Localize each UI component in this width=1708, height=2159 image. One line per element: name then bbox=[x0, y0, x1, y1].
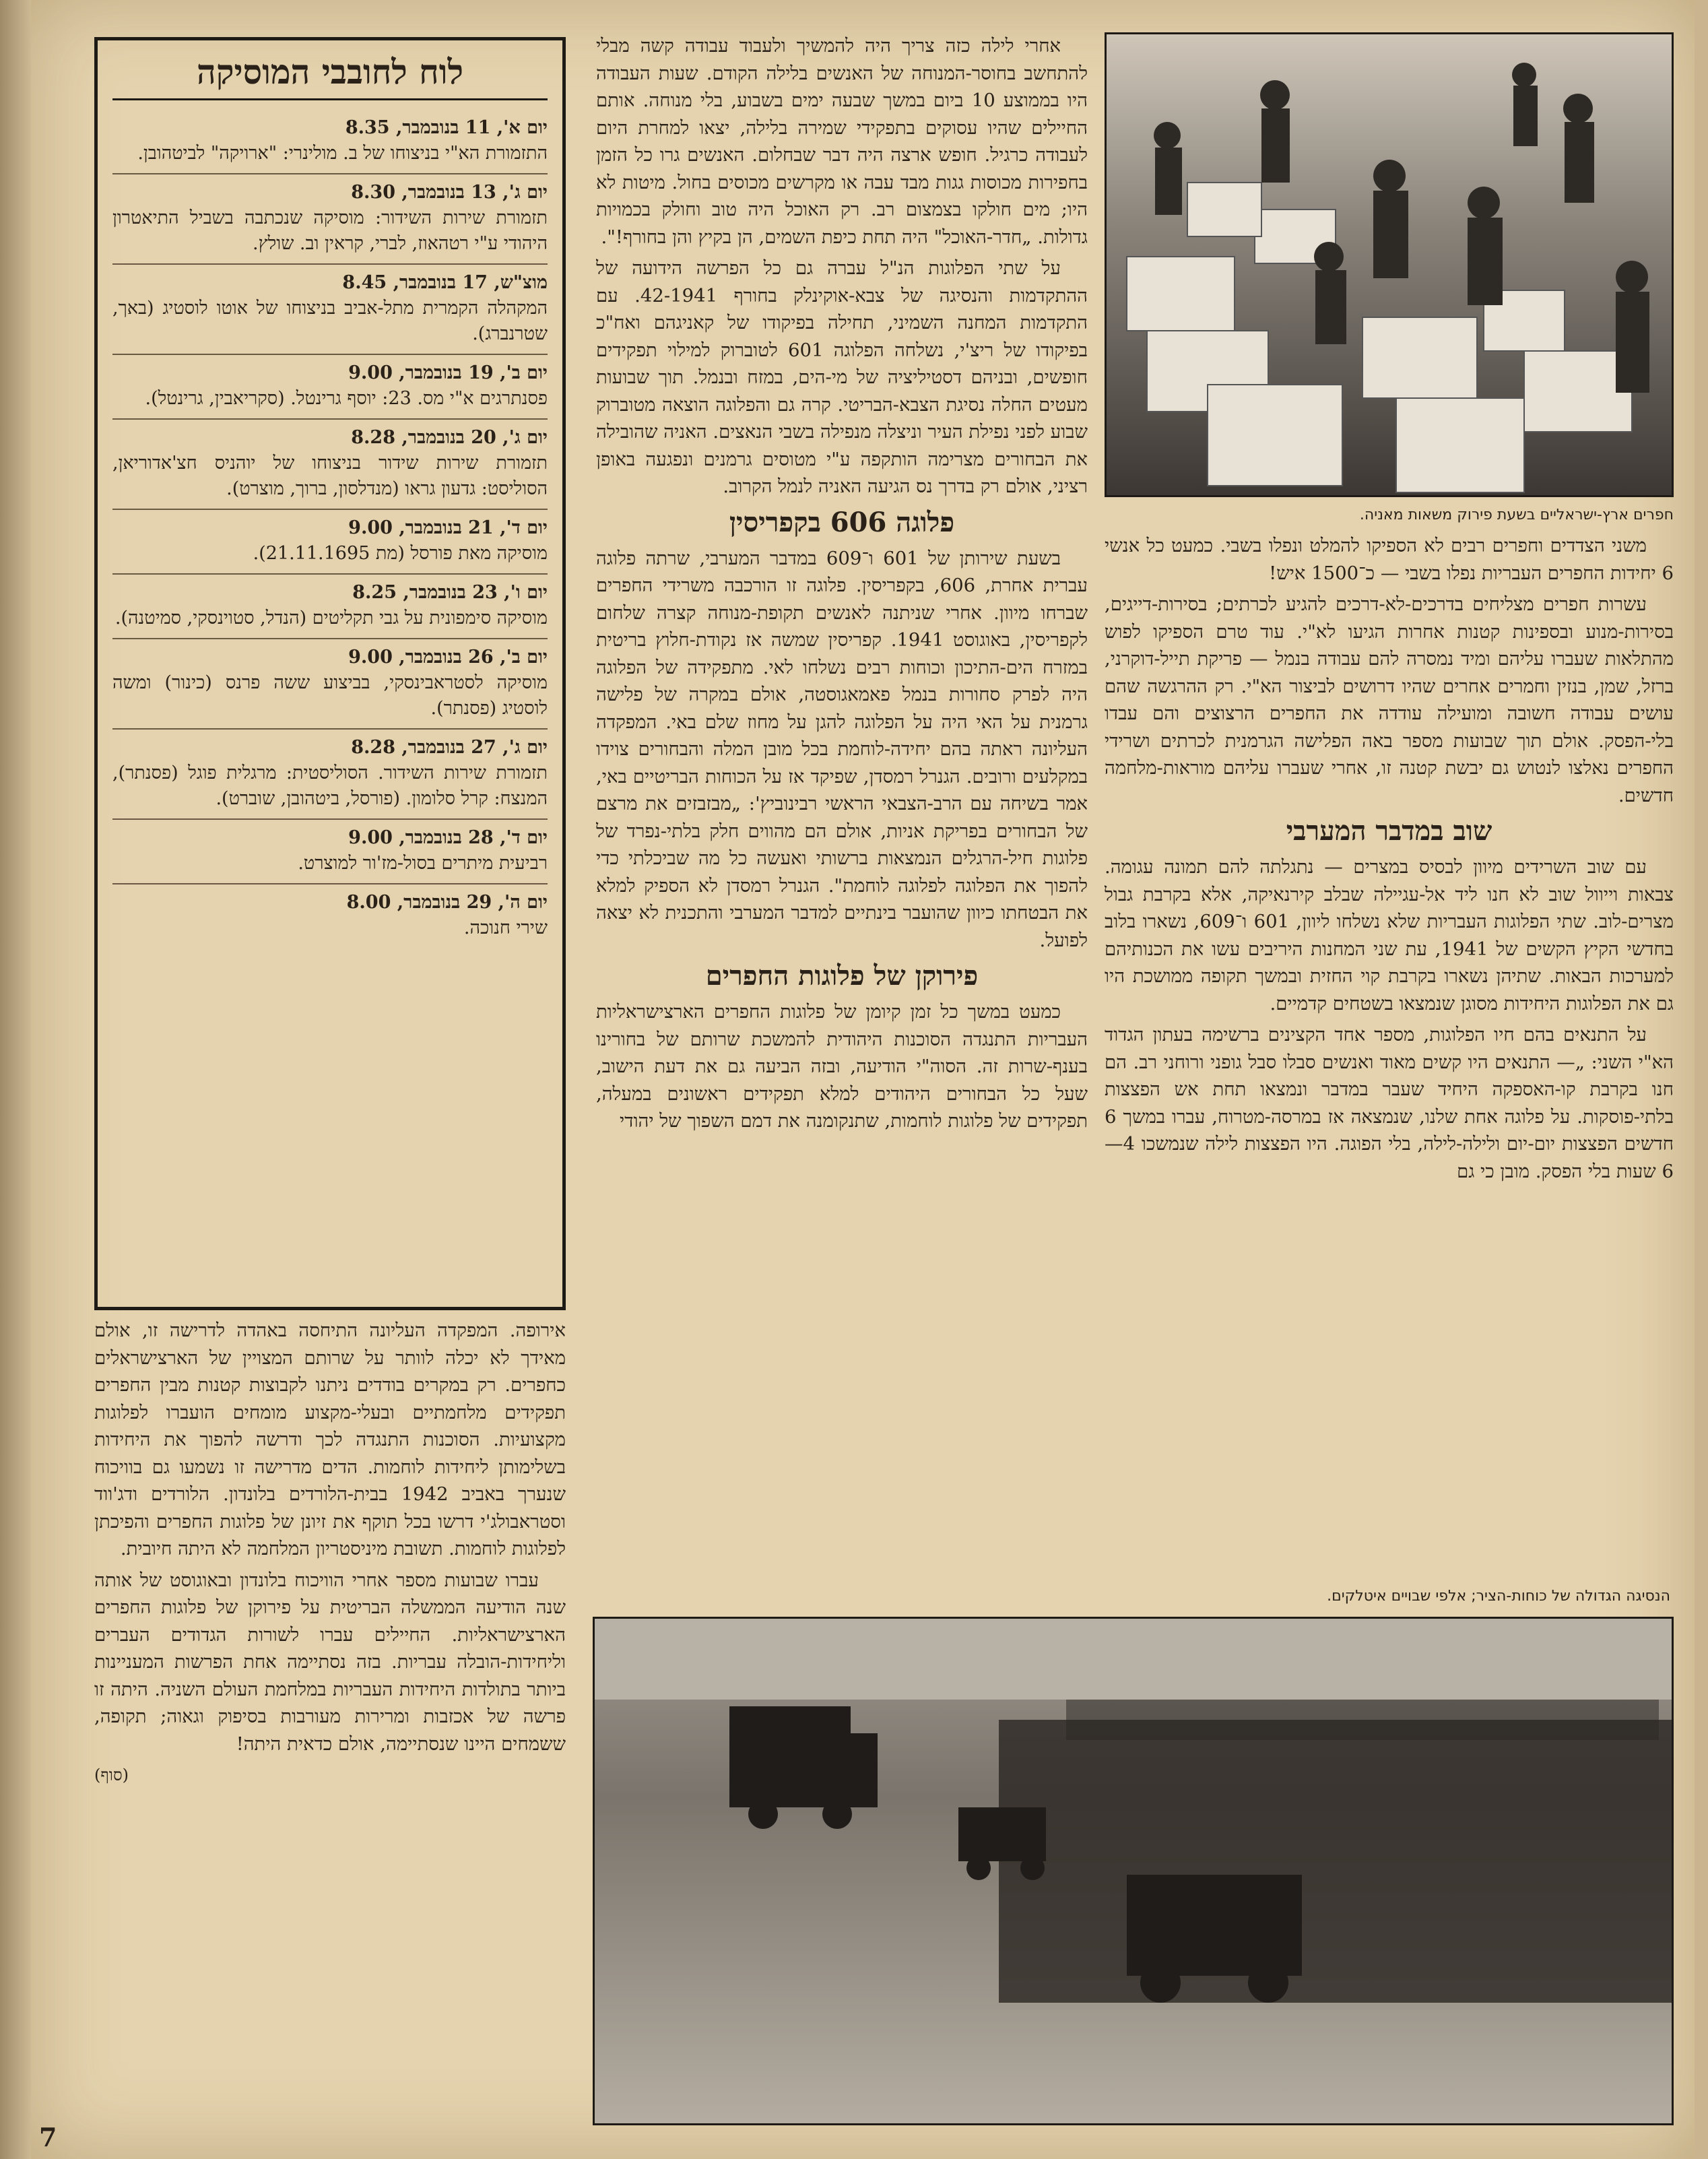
article-column-middle bbox=[596, 32, 1088, 1575]
music-entry bbox=[112, 110, 548, 174]
music-entry-date: יום ה', 29 בנובמבר, 8.00 bbox=[346, 892, 548, 913]
paragraph: עם שוב השרידים מיוון לבסיס במצרים — נתגלתה להם תמונה עגומה. צבאות וייוול שוב לא חנו ליד אל-עגיילה שבלב קירנאיקה, אלא בקרבת גבול מצרים-לוב. שתי הפלוגות העבריות שלא נשלחו ליוון, 601 ו־609, נשארו בלוב בחדשי הקיץ הקשים של 1941, עת שני המחנות היריבים עשו את הכנותיהם למערכות הבאות. שתיהן נשארו בקרבת קוי החזית ובמשך תקופה ממושכת היו גם את הפלוגות היחידות מסוגן שנמצאו בשטחים קדמיים. bbox=[1105, 856, 1674, 1014]
music-entry-description: רביעית מיתרים בסול-מז'ור למוצרט. bbox=[298, 853, 548, 874]
top-photo-caption: חפרים ארץ-ישראליים בשעת פירוק משאות מאניה. bbox=[1359, 507, 1674, 523]
music-entry-description: פסנתרגים א"י מס. 23: יוסף גרינטל. (סקריאבין, גרינטל). bbox=[145, 388, 548, 409]
bottom-photo-caption: הנסיגה הגדולה של כוחות-הציר; אלפי שבויים איטלקים. bbox=[1327, 1588, 1670, 1605]
music-entry bbox=[112, 639, 548, 730]
end-mark: (סוף) bbox=[94, 1766, 129, 1784]
music-entry-date: יום ג', 13 בנובמבר, 8.30 bbox=[351, 182, 548, 203]
page-edge bbox=[0, 0, 31, 2159]
music-entry-description: התזמורת הא"י בניצוחו של ב. מולינרי: "ארויקה" לביטהובן. bbox=[137, 143, 548, 164]
music-entry-description: המקהלה הקמרית מתל-אביב בניצוחו של אוטו לוסטיג (באך, שטרנברג). bbox=[112, 298, 548, 344]
music-entry bbox=[112, 730, 548, 820]
music-entry-description: שירי חנוכה. bbox=[463, 917, 548, 938]
music-entry bbox=[112, 510, 548, 575]
music-listings-box bbox=[94, 37, 566, 1310]
music-entry-date: יום ד', 28 בנובמבר, 9.00 bbox=[348, 827, 548, 848]
music-entry-date: יום ג', 27 בנובמבר, 8.28 bbox=[351, 737, 548, 758]
music-entry-date: יום א', 11 בנובמבר, 8.35 bbox=[345, 117, 548, 138]
music-entry-date: מוצ"ש, 17 בנובמבר, 8.45 bbox=[342, 272, 548, 293]
paragraph: אחרי לילה כזה צריך היה להמשיך ולעבוד עבודה קשה מבלי להתחשב בחוסר-המנוחה של האנשים בלילה הקודם. שעות העבודה היו בממוצע 10 ביום במשך שבעה ימים בשבוע, בלי מנוחה. אותם החיילים שהיו עסוקים בתפקידי שמירה בלילה, יצאו למחרת היום לעבודה כרגיל. חופש ארצה היה דבר שבחלום. האנשים גרו כל הזמן בחפירות מכוסות גגות מבד עבה או מקרשים מכוסים בחול. מיטות לא היו; מים חולקו בצמצום רב. רק האוכל היה טוב וחולק בכמויות גדולות. „חדר-האוכל" היה תחת כיפת השמים, הן בקיץ והן בחורף!". bbox=[596, 35, 1088, 248]
sappers-unloading-image bbox=[1107, 34, 1674, 497]
section-heading: שוב במדבר המערבי bbox=[1286, 815, 1492, 847]
article-column-right bbox=[1105, 532, 1674, 1543]
music-entry-date: יום ו', 23 בנובמבר, 8.25 bbox=[352, 582, 548, 603]
paragraph: בשעת שירותן של 601 ו־609 במדבר המערבי, שרתה פלוגה עברית אחרת, 606, בקפריסין. פלוגה זו הורכבה משרידי החפרים שברחו מיוון. אחרי שניתנה לאנשים תקופת-מנוחה קצרה שלחום לקפריסין, באוגוסט 1941. קפריסין שמשה אז נקודת-חלוץ בריטית במזרח הים-התיכון וכוחות רבים נשלחו לאי. מתפקידה של הפלוגה היה לפרק סחורות בנמל פאמאגוסטה, אולם במקרה של פלישה גרמנית על האי היה על הפלוגה להגן על מחוז שלם באי. המפקדה העליונה ראתה בהם יחידה-לוחמת בכל מובן המלה והבחורים צוידו במקלעים ורובים. הגנרל רמסדן, שפיקד אז על הכוחות הבריטיים באי, אמר בשיחה עם הרב-הצבאי הראשי רבינוביץ': „מבזבזים את מרצם של הבחורים בפריקת אניות, אולם הם מהווים חלק בלתי-נפרד של פלוגות חיל-הרגלים הנמצאות ברשותי ואעשה כל מה שביכלתי כדי להפוך את הפלוגה לפלוגה לוחמת". הגנרל רמסדן לא הספיק למלא את הבטחתו כיוון שהועבר בינתיים למדבר המערבי והתכנית לא יצאה לפועל. bbox=[596, 547, 1088, 951]
music-entry bbox=[112, 820, 548, 884]
music-entry-date: יום ד', 21 בנובמבר, 9.00 bbox=[348, 517, 548, 538]
sappers-unloading-photo bbox=[1105, 32, 1674, 497]
music-entry bbox=[112, 420, 548, 510]
music-entry-description: מוסיקה מאת פורסל (מת 21.11.1695). bbox=[253, 543, 548, 564]
section-heading: פירוקן של פלוגות החפרים bbox=[705, 960, 979, 992]
paragraph: עברו שבועות מספר אחרי הוויכוח בלונדון ובאוגוסט של אותה שנה הודיעה הממשלה הבריטית על פירוקן של פלוגות החפרים הארצישראליות. החיילים עברו לשורות הגדודים העברים וליחידות-הובלה עבריות. בזה נסתיימה אחת הפרשות המעניינות ביותר בתולדות היחידות העבריות במלחמת העולם השניה. היתה זו פרשה של אכזבות ומרירות מעורבות בסיפוק וגאוה; תקופה, ששמחים היינו שנסתיימה, אולם כדאית היתה! bbox=[94, 1569, 566, 1755]
retreat-image bbox=[595, 1619, 1674, 2125]
music-entry-description: תזמורת שירות שידור בניצוחו של יוהניס חצ'אדוריאן, הסוליסט: גדעון גראו (מנדלסון, ברוך, מוצרט). bbox=[112, 453, 548, 499]
music-entry-description: מוסיקה לסטראבינסקי, בביצוע ששה פרנס (כינור) ומשה לוסטיג (פסנתר). bbox=[112, 672, 548, 719]
music-entry bbox=[112, 355, 548, 420]
paragraph: משני הצדדים וחפרים רבים לא הספיקו להמלט ונפלו בשבי. כמעט כל אנשי 6 יחידות החפרים העבריות נפלו בשבי — כ־1500 איש! bbox=[1105, 535, 1674, 584]
music-box-title: לוח לחובבי המוסיקה bbox=[112, 50, 548, 100]
retreat-photo bbox=[593, 1617, 1674, 2125]
paragraph: עשרות חפרים מצליחים בדרכים-לא-דרכים להגיע לכרתים; בסירות-דייגים, בסירות-מנוע ובספינות קטנות אחרות הגיעו לא"י. עוד טרם הספיקו לפוש מהתלאות שעברו עליהם ומיד נמסרה להם עבודה בנמל — פריקת תייל-דוקרני, ברזל, שמן, בנזין וחמרים אחרים שהיו דרושים לביצור הא"י. רק ההרגשה שהם עושים עבודה חשובה ומועילה עודדה את החפרים הרצוצים והם עבדו בלי-הפסק. אולם תוך שבועות מספר באה הפלישה הגרמנית לכרתים ושרידי החפרים נאלצו לנטוש גם יבשת קטנה זו, אחרי שעברו עליהם מוראות-מלחמה חדשים. bbox=[1105, 593, 1674, 806]
music-entries-list bbox=[112, 110, 548, 948]
article-column-left bbox=[94, 1317, 566, 2085]
music-entry-description: תזמורת שירות השידור: מוסיקה שנכתבה בשביל התיאטרון היהודי ע"י רטהאוז, לברי, קראין וב. שולץ. bbox=[112, 207, 548, 254]
section-heading: פלוגה 606 בקפריסין bbox=[729, 506, 955, 538]
music-entry bbox=[112, 575, 548, 639]
music-entry bbox=[112, 884, 548, 948]
music-entry bbox=[112, 174, 548, 265]
paragraph: על שתי הפלוגות הנ"ל עברה גם כל הפרשה הידועה של ההתקדמות והנסיגה של צבא-אוקינלק בחורף 42-1941. עם התקדמות המחנה השמיני, תחילה בפיקודו של קאניגהם ואח"כ בפיקודו של ריצ'י, נשלחה הפלוגה 601 לטוברוק למילוי תפקידים חופשים, ובניהם דסטיליציה של מי-הים, במזח ובנמל. תוך שבועות מעטים החלה נסיגת הצבא-הבריטי. קרה גם והפלוגה הוצאה מטוברוק שבוע לפני נפילת העיר וניצלה מנפילה בשבי הנאצים. האניה שהובילה את הבחורים מצרימה הותקפה ע"י מטוסים גרמנים ונפגעה באופן רציני, אולם רק בדרך נס הגיעה האניה לנמל הקרוב. bbox=[596, 257, 1088, 497]
page-number: 7 bbox=[39, 2122, 57, 2152]
music-entry-description: תזמורת שירות השידור. הסוליסטית: מרגלית פוגל (פסנתר), המנצח: קרל סלומון. (פורסל, ביטהובן, שוברט). bbox=[112, 763, 548, 809]
music-entry-description: מוסיקה סימפונית על גבי תקליטים (הנדל, סטוינסקי, סמיטנה). bbox=[114, 608, 548, 629]
music-entry-date: יום ב', 26 בנובמבר, 9.00 bbox=[348, 647, 548, 668]
paragraph: כמעט במשך כל זמן קיומן של פלוגות החפרים הארצישראליות העבריות התנגדה הסוכנות היהודית להמשכת שרותם של בחורינו בענף-שרות זה. הסוה"י הודיעה, ובזה הביעה גם את דעת הישוב, שעל כל הבחורים היהודים למלא תפקידים ראשונים במעלה, תפקידים של פלוגות לוחמות, שתנקומנה את דמם השפוך של יהודי bbox=[596, 1001, 1088, 1132]
music-entry-date: יום ג', 20 בנובמבר, 8.28 bbox=[351, 427, 548, 448]
music-entry bbox=[112, 265, 548, 355]
paragraph: על התנאים בהם חיו הפלוגות, מספר אחד הקצינים ברשימה בעתון הגדוד הא"י השני: „— התנאים היו קשים מאוד ואנשים סבלו סבל גופני ורוחני רב. הם חנו בקרבת קו-האספקה היחיד שעבר במדבר ונמצאו תחת אש הפצצות בלתי-פוסקות. על פלוגה אחת שלנו, שנמצאה אז במרסה-מטרוח, עברו במשך 6 חדשים הפצצות יום-יום ולילה-לילה, בלי הפוגה. היו הפצצות לילה שנמשכו 4—6 שעות בלי הפסק. מובן כי גם bbox=[1105, 1024, 1674, 1182]
paragraph: אירופה. המפקדה העליונה התיחסה באהדה לדרישה זו, אולם מאידך לא יכלה לוותר על שרותם המצויין של הארצישראלים כחפרים. רק במקרים בודדים ניתנו לקבוצות קטנות מבין החפרים תפקידים מלחמתיים ובעלי-מקצוע מומחים הועברו לפלוגות מקצועיות. הסוכנות התנגדה לכך ודרשה להפוך את היחידות בשלימותן ליחידות לוחמות. הדים מדרישה זו נשמעו גם בוויכוח שנערך באביב 1942 בבית-הלורדים בלונדון. הלורדים ודג'ווד וסטראבולג'י דרשו בכל תוקף את זיונן של פלוגות החפרים והפיכתן לפלוגות לוחמות. תשובת מיניסטריון המלחמה לא היתה חיובית. bbox=[94, 1320, 566, 1559]
music-entry-date: יום ב', 19 בנובמבר, 9.00 bbox=[348, 362, 548, 383]
